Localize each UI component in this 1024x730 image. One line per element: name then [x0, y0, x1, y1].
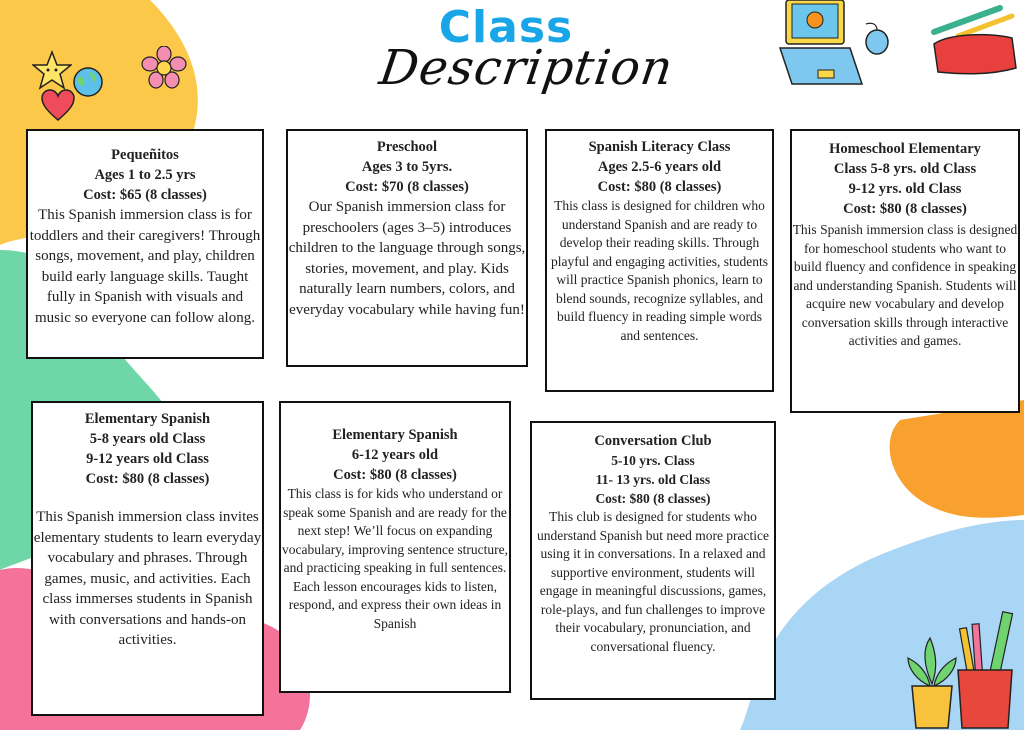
class-ages: 5-10 yrs. Class — [611, 453, 695, 468]
class-cost: Cost: $80 (8 classes) — [597, 179, 722, 195]
class-cost: Cost: $80 (8 classes) — [595, 491, 711, 506]
class-cost: Cost: $80 (8 classes) — [333, 467, 457, 483]
class-name: Elementary Spanish — [84, 411, 211, 427]
class-card-spanish-literacy — [545, 129, 774, 392]
pencil-case-icon — [928, 4, 1020, 76]
class-name: Preschool — [376, 139, 438, 155]
class-description: This Spanish immersion class is designed for homeschool students who want to build fluency and confidence in speaking and understanding Spanish. Students will acquire new vocabulary and develop conversation skills through interactive activities and games. — [792, 222, 1018, 348]
class-cost: Cost: $80 (8 classes) — [85, 471, 210, 487]
class-card-preschool — [286, 129, 528, 367]
class-ages: Class 5-8 yrs. old Class — [833, 161, 977, 177]
class-ages: 9-12 years old Class — [86, 451, 209, 467]
flower-icon — [140, 46, 188, 90]
class-description: This Spanish immersion class invites elementary students to learn everyday vocabulary and phrases. Through games, music, and activities. Each class immerses students in Spanish with conversations and hands-on activities. — [33, 509, 262, 648]
globe-icon — [72, 66, 104, 98]
class-card-homeschool-elementary — [790, 129, 1020, 413]
page-title-description: Description — [376, 40, 677, 96]
class-ages: Ages 3 to 5yrs. — [361, 159, 453, 175]
class-ages: 9-12 yrs. old Class — [848, 181, 962, 197]
class-name: Elementary Spanish — [332, 427, 458, 443]
class-cost: Cost: $70 (8 classes) — [345, 179, 469, 195]
class-card-pequenitos — [26, 129, 264, 359]
class-description: This class is for kids who understand or speak some Spanish and are ready for the next step! We’ll focus on expanding vocabulary, improving sentence structure, and practicing speaking in full sentences. Each lesson encourages kids to listen, respond, and express their own ideas in Spanish — [282, 486, 508, 631]
class-card-conversation-club — [530, 421, 776, 700]
class-cost: Cost: $65 (8 classes) — [83, 187, 207, 203]
orange-blob — [890, 400, 1024, 518]
class-name: Pequeñitos — [111, 147, 179, 163]
class-cost: Cost: $80 (8 classes) — [843, 201, 967, 217]
class-description: This club is designed for students who understand Spanish but need more practice using it in conversations. In a relaxed and supportive environment, students will engage in meaningful discussions, games, role-plays, and fun challenges to improve their vocabulary, pronunciation, and conversational fluency. — [536, 509, 770, 654]
class-name: Spanish Literacy Class — [588, 139, 731, 155]
class-ages: 11- 13 yrs. old Class — [595, 472, 711, 487]
pencil-cup-icon — [952, 610, 1024, 730]
class-description: Our Spanish immersion class for preschoolers (ages 3–5) introduces children to the language through songs, stories, movement, and play. Kids naturally learn numbers, colors, and everyday vocabulary while having fun! — [288, 199, 526, 318]
mouse-icon — [862, 22, 892, 56]
class-card-elementary-spanish — [31, 401, 264, 716]
class-card-elementary-spanish-6-12 — [279, 401, 511, 693]
class-description: This class is designed for children who understand Spanish and are ready to develop their reading skills. Through playful and engaging activities, students will practice Spanish phonics, learn to blend sounds, recognize syllables, and build fluency in reading simple words and sentences. — [550, 198, 769, 343]
page-title-class: Class — [438, 2, 574, 53]
class-ages: 5-8 years old Class — [89, 431, 206, 447]
class-ages: Ages 1 to 2.5 yrs — [94, 167, 196, 183]
heart-icon — [40, 88, 76, 122]
pen-icon — [934, 8, 1000, 32]
class-name: Homeschool Elementary — [829, 141, 981, 157]
star-icon — [32, 50, 72, 90]
class-ages: Ages 2.5-6 years old — [597, 159, 722, 175]
class-description: This Spanish immersion class is for toddlers and their caregivers! Through songs, movement, and play, children build early language skills. Taught fully in Spanish with visuals and music so everyone can follow along. — [29, 207, 261, 326]
class-ages: 6-12 years old — [351, 447, 439, 463]
class-name: Conversation Club — [594, 433, 712, 449]
